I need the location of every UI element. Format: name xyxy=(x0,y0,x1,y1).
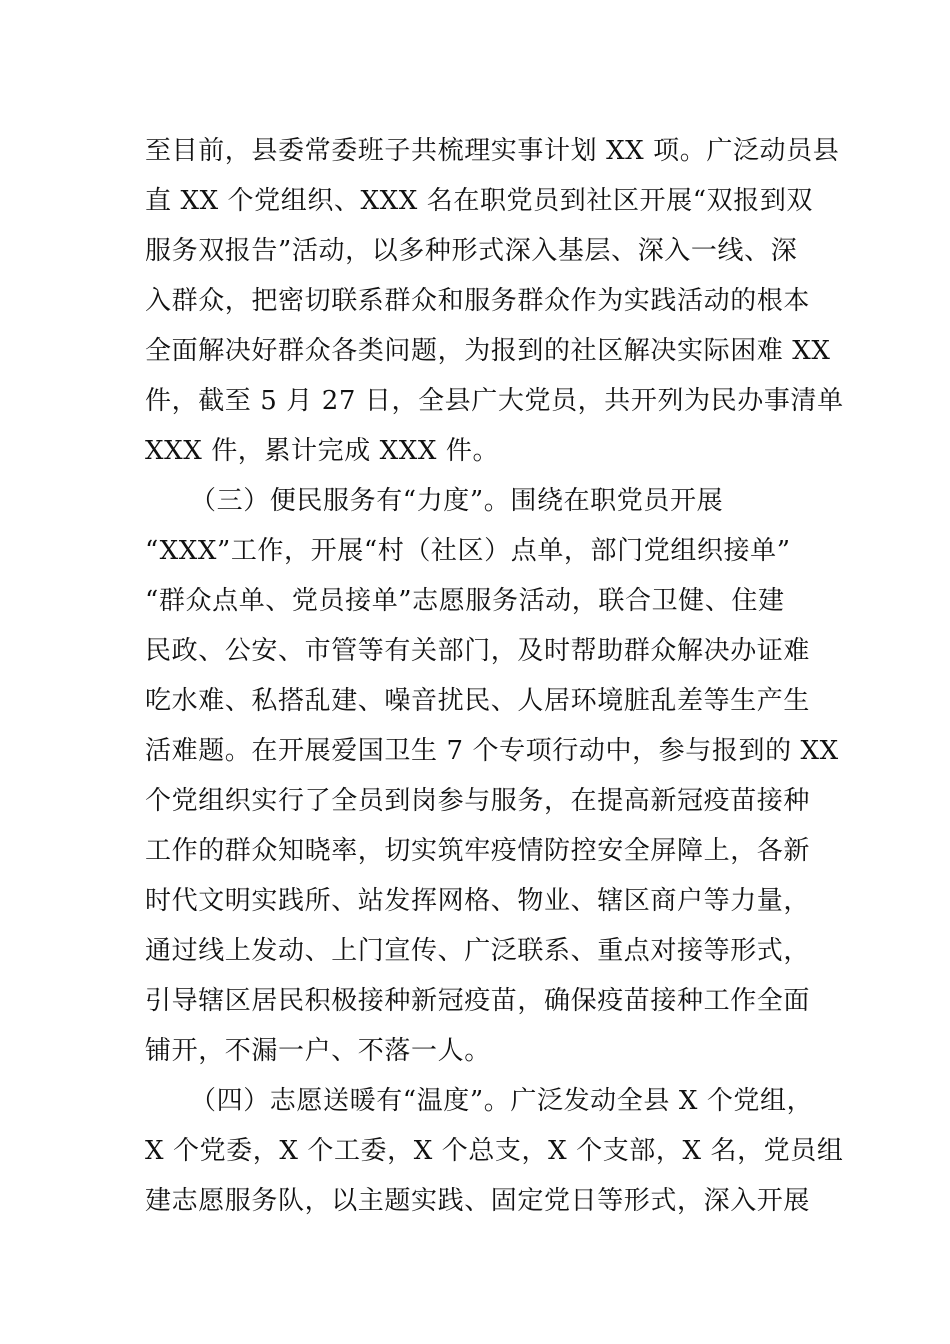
text-line: X 个党委，X 个工委，X 个总支，X 个支部，X 名，党员组 xyxy=(145,1136,844,1166)
text-line: 工作的群众知晓率，切实筑牢疫情防控安全屏障上，各新 xyxy=(145,836,811,866)
text-line: “XXX”工作，开展“村（社区）点单，部门党组织接单” xyxy=(145,536,791,566)
text-line: 个党组织实行了全员到岗参与服务，在提高新冠疫苗接种 xyxy=(145,786,811,816)
text-line: XXX 件，累计完成 XXX 件。 xyxy=(145,436,500,466)
text-line: 通过线上发动、上门宣传、广泛联系、重点对接等形式， xyxy=(145,936,811,966)
text-line: 民政、公安、市管等有关部门，及时帮助群众解决办证难 xyxy=(145,636,811,666)
text-line: （三）便民服务有“力度”。围绕在职党员开展 xyxy=(190,486,724,516)
text-line: 入群众，把密切联系群众和服务群众作为实践活动的根本 xyxy=(145,286,811,316)
text-line: （四）志愿送暖有“温度”。广泛发动全县 X 个党组， xyxy=(190,1086,814,1116)
text-line: 引导辖区居民积极接种新冠疫苗，确保疫苗接种工作全面 xyxy=(145,986,811,1016)
text-line: 至目前，县委常委班子共梳理实事计划 XX 项。广泛动员县 xyxy=(145,136,840,166)
text-line: 时代文明实践所、站发挥网格、物业、辖区商户等力量， xyxy=(145,886,811,916)
text-line: 直 XX 个党组织、XXX 名在职党员到社区开展“双报到双 xyxy=(145,186,814,216)
text-line: 铺开，不漏一户、不落一人。 xyxy=(145,1036,491,1066)
text-line: 件，截至 5 月 27 日，全县广大党员，共开列为民办事清单 xyxy=(145,386,844,416)
text-line: 服务双报告”活动，以多种形式深入基层、深入一线、深 xyxy=(145,236,798,266)
text-line: 吃水难、私搭乱建、噪音扰民、人居环境脏乱差等生产生 xyxy=(145,686,811,716)
text-line: “群众点单、党员接单”志愿服务活动，联合卫健、住建 xyxy=(145,586,785,616)
text-line: 活难题。在开展爱国卫生 7 个专项行动中，参与报到的 XX xyxy=(145,736,839,766)
text-line: 全面解决好群众各类问题，为报到的社区解决实际困难 XX xyxy=(145,336,831,366)
text-line: 建志愿服务队，以主题实践、固定党日等形式，深入开展 xyxy=(145,1186,811,1216)
